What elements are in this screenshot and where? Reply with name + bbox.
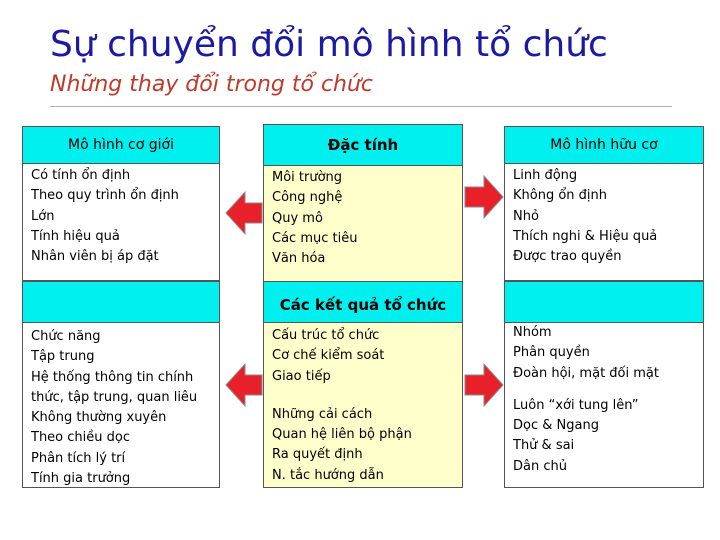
mechanistic-header-label: Mô hình cơ giới	[68, 137, 174, 153]
list-item: Không thường xuyên	[31, 410, 167, 426]
list-item: Cấu trúc tổ chức	[272, 328, 380, 343]
organic-header-label: Mô hình hữu cơ	[550, 137, 658, 153]
list-item: Giao tiếp	[272, 368, 331, 384]
results-header-label: Các kết quả tổ chức	[279, 296, 447, 314]
list-item: Các mục tiêu	[272, 230, 358, 246]
organic-top-list	[504, 163, 704, 281]
arrow-left-top-icon	[225, 190, 263, 236]
list-item: Thử & sai	[513, 438, 575, 454]
list-item: Nhỏ	[513, 208, 539, 224]
list-item: Thích nghi & Hiệu quả	[513, 228, 658, 244]
list-item: Văn hóa	[272, 251, 326, 267]
list-item: Phân tích lý trí	[31, 450, 126, 466]
organic-bottom-list	[504, 322, 704, 488]
list-item: Những cải cách	[272, 406, 373, 422]
mechanistic-bottom-list	[22, 322, 220, 488]
list-item: Dọc & Ngang	[513, 418, 599, 434]
list-item: Công nghệ	[272, 190, 343, 206]
organic-results-header	[504, 281, 704, 323]
mechanistic-top-list	[22, 163, 220, 281]
list-item: Theo chiều dọc	[31, 430, 130, 446]
list-item: Cơ chế kiểm soát	[272, 348, 385, 364]
arrow-right-bottom-icon	[464, 362, 504, 408]
mechanistic-header	[22, 126, 220, 164]
list-item: Tập trung	[31, 349, 95, 365]
list-item: Có tính ổn định	[31, 168, 131, 183]
characteristics-top-list	[263, 165, 463, 282]
organic-header	[504, 126, 704, 164]
list-item: Nhân viên bị áp đặt	[31, 249, 159, 265]
title-divider	[50, 106, 672, 107]
list-item: Phân quyền	[513, 345, 590, 361]
characteristics-header-label: Đặc tính	[327, 136, 399, 154]
slide-subtitle: Những thay đổi trong tổ chức	[50, 72, 374, 97]
list-item: Linh động	[513, 168, 578, 183]
list-item: Luôn “xới tung lên”	[513, 397, 639, 413]
list-item: Dân chủ	[513, 458, 567, 474]
arrow-right-top-icon	[464, 174, 504, 220]
list-item: Lớn	[31, 208, 55, 224]
list-item: Môi trường	[272, 170, 343, 185]
mechanistic-results-header	[22, 281, 220, 323]
results-header	[263, 281, 463, 323]
list-item: Đoàn hội, mặt đối mặt	[513, 365, 659, 381]
list-item: Chức năng	[31, 329, 101, 344]
list-item: Quan hệ liên bộ phận	[272, 427, 412, 443]
arrow-left-bottom-icon	[225, 362, 263, 408]
list-item: Theo quy trình ổn định	[31, 188, 179, 204]
characteristics-header	[263, 124, 463, 166]
list-item: Hệ thống thông tin chính thức, tập trung, quan liêu	[31, 369, 198, 405]
list-item: Quy mô	[272, 210, 323, 226]
list-item: Không ổn định	[513, 188, 608, 204]
slide-title: Sự chuyển đổi mô hình tổ chức	[50, 24, 608, 65]
list-item: Tính gia trưởng	[31, 471, 131, 487]
list-item: Nhóm	[513, 325, 552, 340]
list-item: N. tắc hướng dẫn	[272, 467, 384, 483]
list-item: Được trao quyền	[513, 249, 622, 265]
results-bottom-list	[263, 322, 463, 488]
list-item: Ra quyết định	[272, 447, 363, 463]
list-item: Tính hiệu quả	[31, 228, 120, 244]
